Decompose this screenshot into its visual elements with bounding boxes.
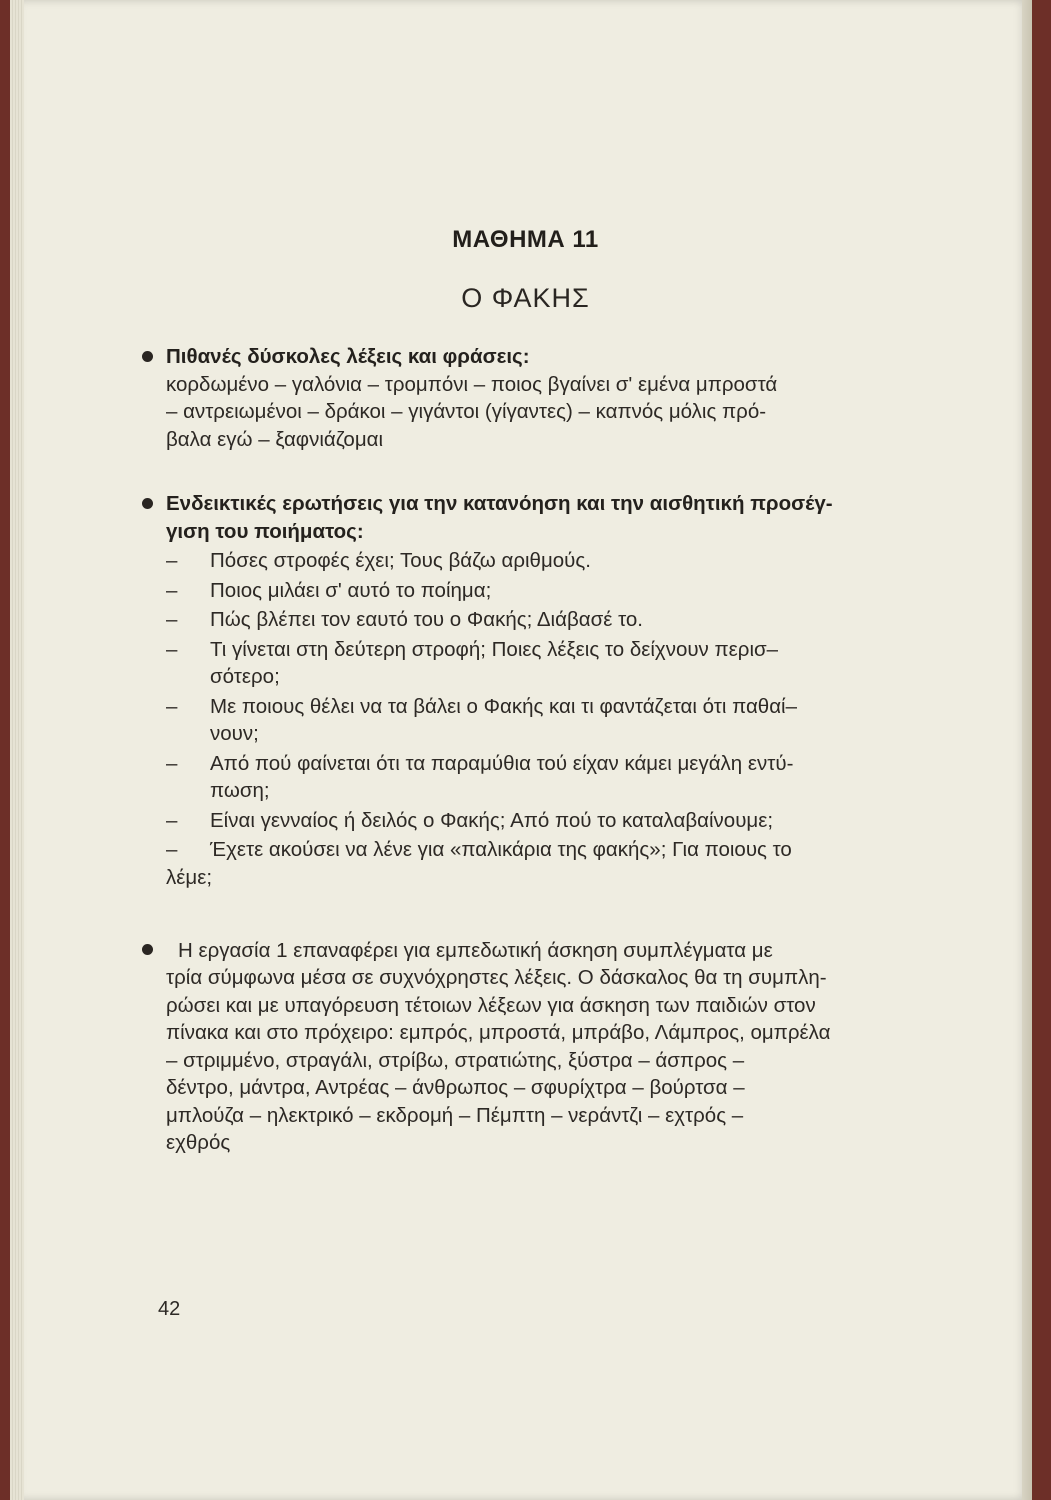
paragraph-line: μπλούζα – ηλεκτρικό – εκδρομή – Πέμπτη – νεράντζι – εχτρός – — [166, 1103, 744, 1127]
question-item — [166, 606, 912, 634]
bullet-icon — [142, 944, 153, 955]
paragraph-line: – στριμμένο, στραγάλι, στρίβω, στρατιώτης, ξύστρα – άσπρος – — [166, 1048, 745, 1072]
section-heading: Πιθανές δύσκολες λέξεις και φράσεις: — [166, 345, 530, 368]
dash-marker: – — [166, 808, 178, 832]
question-item — [166, 836, 912, 864]
question-text: Έχετε ακούσει να λένε για «παλικάρια της φακής»; Για ποιους το — [210, 838, 792, 861]
question-item — [166, 750, 912, 778]
question-closing-line: λέμε; — [166, 865, 213, 889]
page-stack-edge — [10, 0, 24, 1500]
poem-title: Ο ΦΑΚΗΣ — [461, 283, 590, 313]
question-text: Τι γίνεται στη δεύτερη στροφή; Ποιες λέξεις το δείχνουν περισ– — [210, 637, 779, 661]
question-item — [166, 577, 912, 605]
question-text: Ποιος μιλάει σ' αυτό το ποίημα; — [210, 578, 492, 602]
binding-edge — [1022, 0, 1032, 1500]
dash-marker: – — [166, 637, 178, 661]
question-continuation: σότερο; — [210, 665, 280, 688]
text-line: βαλα εγώ – ξαφνιάζομαι — [166, 427, 384, 451]
paragraph-line: ρώσει και με υπαγόρευση τέτοιων λέξεων για άσκηση των παιδιών στον — [166, 993, 816, 1017]
paragraph-line: δέντρο, μάντρα, Αντρέας – άνθρωπος – σφυρίχτρα – βούρτσα – — [166, 1076, 745, 1099]
questions-section — [166, 490, 912, 891]
section-heading-line: γιση του ποιήματος: — [166, 519, 364, 543]
bullet-icon — [142, 498, 153, 509]
dash-marker: – — [166, 838, 178, 861]
exercise-note-section — [178, 937, 911, 965]
difficult-words-section — [166, 343, 912, 453]
paragraph-line: εχθρός — [166, 1131, 231, 1154]
section-heading-line: Ενδεικτικές ερωτήσεις για την κατανόηση και την αισθητική προσέγ- — [166, 492, 833, 515]
question-text: Πώς βλέπει τον εαυτό του ο Φακής; Διάβασέ το. — [210, 608, 643, 631]
question-text: Είναι γενναίος ή δειλός ο Φακής; Από πού το καταλαβαίνουμε; — [210, 808, 774, 832]
question-text: Με ποιους θέλει να τα βάλει ο Φακής και τι φαντάζεται ότι παθαί– — [210, 694, 798, 718]
question-item — [166, 693, 912, 721]
question-item — [166, 807, 912, 835]
lesson-heading: ΜΑΘΗΜΑ 11 — [452, 226, 599, 253]
dash-marker: – — [166, 694, 178, 718]
question-item — [166, 636, 912, 664]
paragraph-line: πίνακα και στο πρόχειρο: εμπρός, μπροστά, μπράβο, Λάμπρος, ομπρέλα — [166, 1021, 831, 1044]
dash-marker: – — [166, 608, 178, 631]
dash-marker: – — [166, 578, 178, 602]
question-continuation: νουν; — [210, 722, 259, 745]
question-text: Πόσες στροφές έχει; Τους βάζω αριθμούς. — [210, 549, 591, 572]
text-line: κορδωμένο – γαλόνια – τρομπόνι – ποιος βγαίνει σ' εμένα μπροστά — [166, 372, 778, 396]
dash-marker: – — [166, 549, 178, 572]
question-continuation: πωση; — [210, 779, 270, 802]
question-item — [166, 547, 912, 575]
paragraph-line: Η εργασία 1 επαναφέρει για εμπεδωτική άσκηση συμπλέγματα με — [178, 939, 773, 962]
text-line: – αντρειωμένοι – δράκοι – γιγάντοι (γίγαντες) – καπνός μόλις πρό- — [166, 400, 767, 423]
question-text: Από πού φαίνεται ότι τα παραμύθια τού είχαν κάμει μεγάλη εντύ- — [210, 751, 794, 775]
dash-marker: – — [166, 751, 178, 775]
paragraph-line: τρία σύμφωνα μέσα σε συχνόχρηστες λέξεις. Ο δάσκαλος θα τη συμπλη- — [166, 966, 827, 989]
page-number: 42 — [158, 1298, 181, 1320]
bullet-icon — [142, 351, 153, 362]
exercise-note-body — [166, 964, 912, 1157]
